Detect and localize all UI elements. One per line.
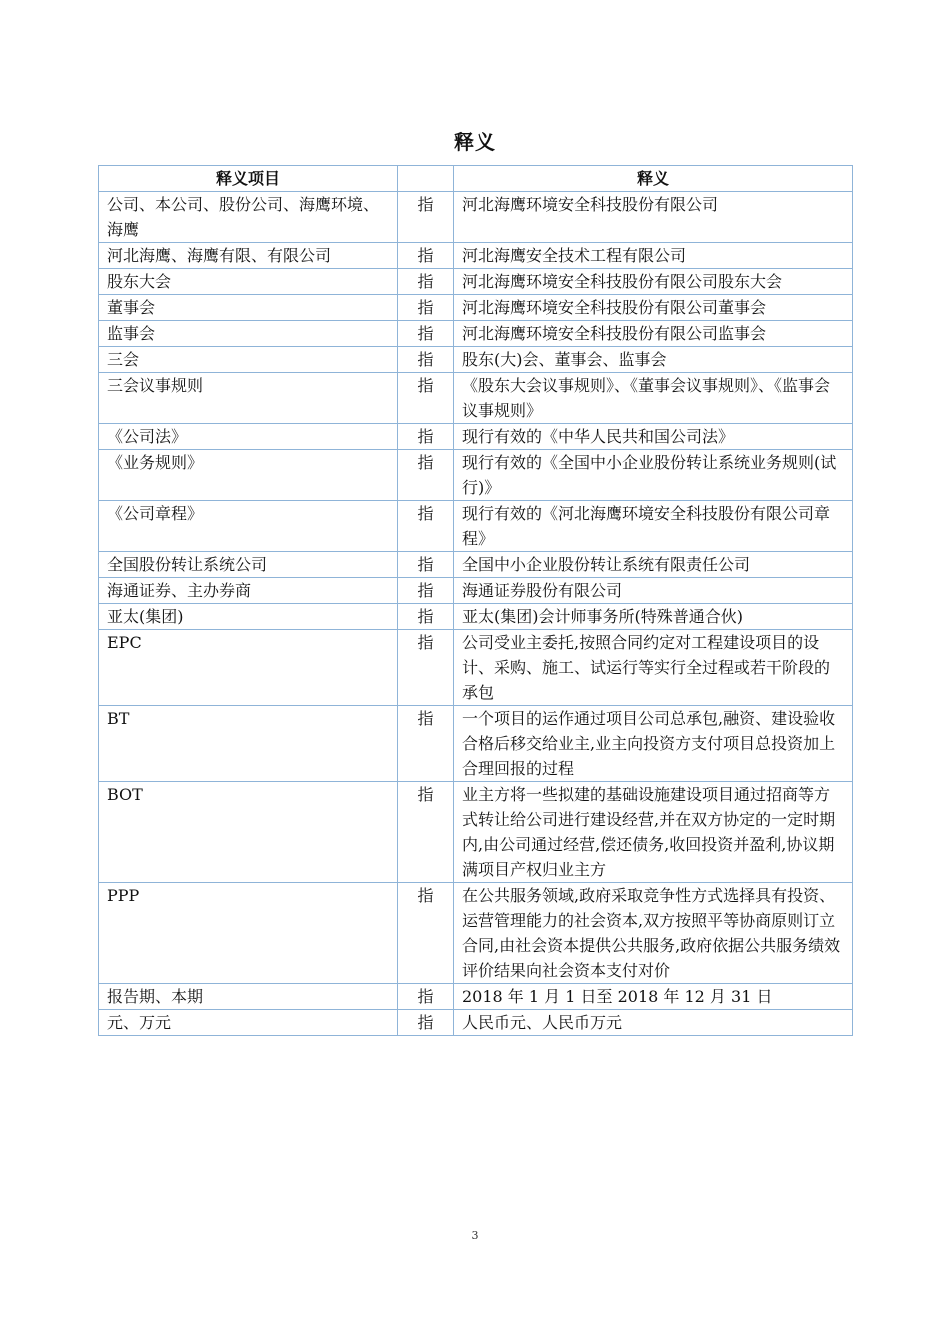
- table-row: [99, 269, 853, 295]
- term-cell: PPP: [99, 883, 398, 984]
- header-mid: [398, 166, 454, 192]
- term-cell: 三会议事规则: [99, 373, 398, 424]
- term-cell: 海通证券、主办券商: [99, 578, 398, 604]
- term-cell: EPC: [99, 630, 398, 706]
- term-cell: 《业务规则》: [99, 450, 398, 501]
- table-row: [99, 501, 853, 552]
- definition-cell: 河北海鹰环境安全科技股份有限公司董事会: [454, 295, 853, 321]
- refers-to-cell: 指: [398, 501, 454, 552]
- definitions-table: [98, 165, 853, 1036]
- term-cell: 报告期、本期: [99, 984, 398, 1010]
- table-row: [99, 1010, 853, 1036]
- term-cell: 监事会: [99, 321, 398, 347]
- term-cell: 《公司章程》: [99, 501, 398, 552]
- table-row: [99, 630, 853, 706]
- table-row: [99, 883, 853, 984]
- refers-to-cell: 指: [398, 630, 454, 706]
- term-cell: 公司、本公司、股份公司、海鹰环境、海鹰: [99, 192, 398, 243]
- definition-cell: 现行有效的《中华人民共和国公司法》: [454, 424, 853, 450]
- refers-to-cell: 指: [398, 984, 454, 1010]
- refers-to-cell: 指: [398, 295, 454, 321]
- definition-cell: 在公共服务领域,政府采取竞争性方式选择具有投资、运营管理能力的社会资本,双方按照平等协商原则订立合同,由社会资本提供公共服务,政府依据公共服务绩效评价结果向社会资本支付对价: [454, 883, 853, 984]
- refers-to-cell: 指: [398, 243, 454, 269]
- refers-to-cell: 指: [398, 883, 454, 984]
- definition-cell: 2018 年 1 月 1 日至 2018 年 12 月 31 日: [454, 984, 853, 1010]
- refers-to-cell: 指: [398, 552, 454, 578]
- table-row: [99, 321, 853, 347]
- table-row: [99, 578, 853, 604]
- table-row: [99, 604, 853, 630]
- table-row: [99, 192, 853, 243]
- table-row: [99, 373, 853, 424]
- table-row: [99, 295, 853, 321]
- header-definition: 释义: [454, 166, 853, 192]
- definition-cell: 河北海鹰环境安全科技股份有限公司股东大会: [454, 269, 853, 295]
- refers-to-cell: 指: [398, 424, 454, 450]
- term-cell: BT: [99, 706, 398, 782]
- refers-to-cell: 指: [398, 578, 454, 604]
- definition-cell: 河北海鹰环境安全科技股份有限公司监事会: [454, 321, 853, 347]
- refers-to-cell: 指: [398, 706, 454, 782]
- table-header-row: [99, 166, 853, 192]
- term-cell: 董事会: [99, 295, 398, 321]
- page-number: 3: [471, 1229, 479, 1242]
- definition-cell: 海通证券股份有限公司: [454, 578, 853, 604]
- definition-cell: 河北海鹰环境安全科技股份有限公司: [454, 192, 853, 243]
- page-title: 释义: [454, 130, 496, 154]
- table-row: [99, 243, 853, 269]
- definition-cell: 亚太(集团)会计师事务所(特殊普通合伙): [454, 604, 853, 630]
- table-row: [99, 782, 853, 883]
- term-cell: 河北海鹰、海鹰有限、有限公司: [99, 243, 398, 269]
- definition-cell: 河北海鹰安全技术工程有限公司: [454, 243, 853, 269]
- refers-to-cell: 指: [398, 1010, 454, 1036]
- definition-cell: 现行有效的《全国中小企业股份转让系统业务规则(试行)》: [454, 450, 853, 501]
- term-cell: 元、万元: [99, 1010, 398, 1036]
- table-row: [99, 347, 853, 373]
- header-term: 释义项目: [99, 166, 398, 192]
- term-cell: 《公司法》: [99, 424, 398, 450]
- definition-cell: 《股东大会议事规则》、《董事会议事规则》、《监事会议事规则》: [454, 373, 853, 424]
- refers-to-cell: 指: [398, 269, 454, 295]
- refers-to-cell: 指: [398, 192, 454, 243]
- term-cell: BOT: [99, 782, 398, 883]
- definition-cell: 公司受业主委托,按照合同约定对工程建设项目的设计、采购、施工、试运行等实行全过程或若干阶段的承包: [454, 630, 853, 706]
- definition-cell: 一个项目的运作通过项目公司总承包,融资、建设验收合格后移交给业主,业主向投资方支付项目总投资加上合理回报的过程: [454, 706, 853, 782]
- definition-cell: 全国中小企业股份转让系统有限责任公司: [454, 552, 853, 578]
- refers-to-cell: 指: [398, 347, 454, 373]
- table-row: [99, 424, 853, 450]
- refers-to-cell: 指: [398, 604, 454, 630]
- definition-cell: 股东(大)会、董事会、监事会: [454, 347, 853, 373]
- definition-cell: 业主方将一些拟建的基础设施建设项目通过招商等方式转让给公司进行建设经营,并在双方协定的一定时期内,由公司通过经营,偿还债务,收回投资并盈利,协议期满项目产权归业主方: [454, 782, 853, 883]
- refers-to-cell: 指: [398, 373, 454, 424]
- table-row: [99, 706, 853, 782]
- refers-to-cell: 指: [398, 782, 454, 883]
- table-row: [99, 984, 853, 1010]
- term-cell: 股东大会: [99, 269, 398, 295]
- term-cell: 亚太(集团): [99, 604, 398, 630]
- term-cell: 三会: [99, 347, 398, 373]
- refers-to-cell: 指: [398, 450, 454, 501]
- term-cell: 全国股份转让系统公司: [99, 552, 398, 578]
- definition-cell: 人民币元、人民币万元: [454, 1010, 853, 1036]
- refers-to-cell: 指: [398, 321, 454, 347]
- table-row: [99, 450, 853, 501]
- definition-cell: 现行有效的《河北海鹰环境安全科技股份有限公司章程》: [454, 501, 853, 552]
- table-row: [99, 552, 853, 578]
